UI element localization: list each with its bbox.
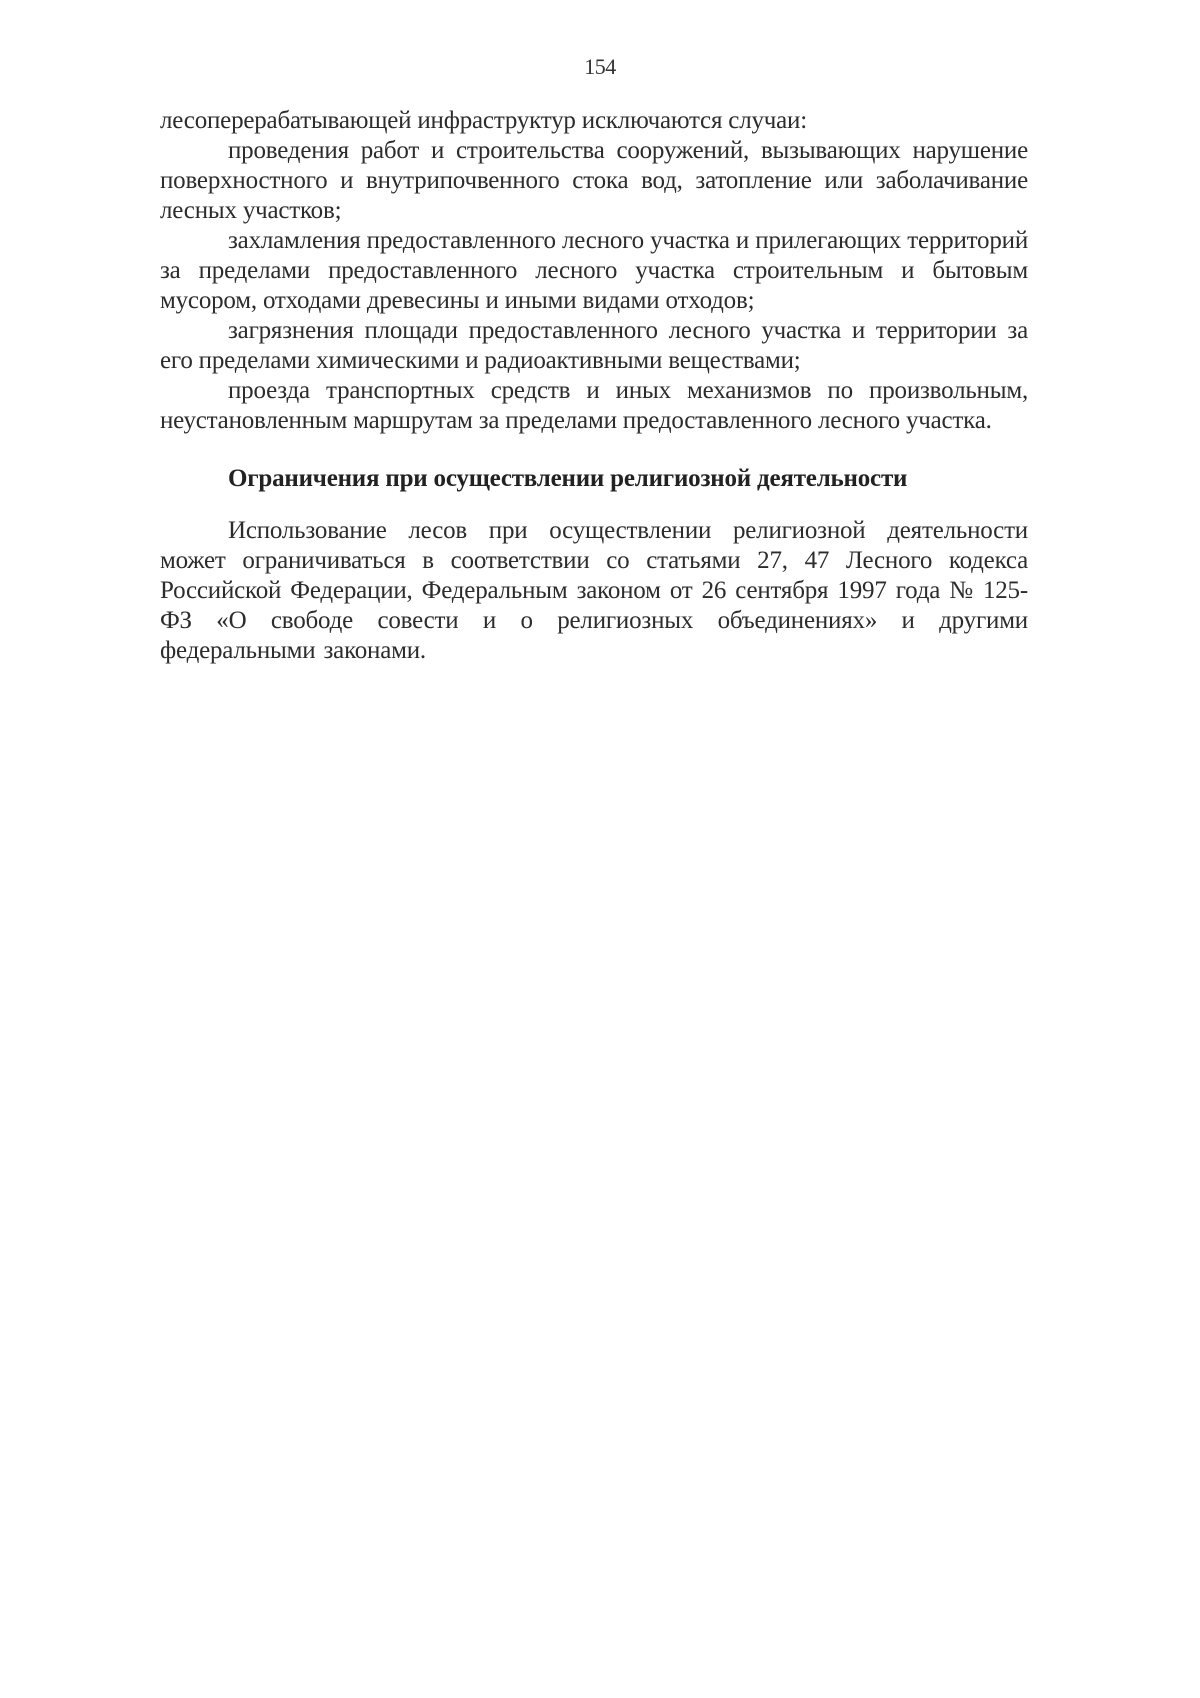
document-body bbox=[160, 106, 1028, 666]
paragraph-case-vehicles: проезда транспортных средств и иных механизмов по произвольным, неустановленным маршрутам за пределами предоставленного лесного участка. bbox=[160, 377, 1028, 434]
section-heading-religious-activity: Ограничения при осуществлении религиозной деятельности bbox=[228, 465, 908, 492]
paragraph-case-construction: проведения работ и строительства сооружений, вызывающих нарушение поверхностного и внутрипочвенного стока вод, затопление или заболачивание лесных участков; bbox=[160, 137, 1028, 224]
paragraph-religious-activity: Использование лесов при осуществлении религиозной деятельности может ограничиваться в соответствии со статьями 27, 47 Лесного кодекса Российской Федерации, Федеральным законом от 26 сентября 1997 года № 125-ФЗ «О свободе совести и о религиозных объединениях» и другими федеральными законами. bbox=[160, 517, 1028, 664]
paragraph-intro: лесоперерабатывающей инфраструктур исключаются случаи: bbox=[160, 107, 807, 134]
paragraph-case-pollution: загрязнения площади предоставленного лесного участка и территории за его пределами химическими и радиоактивными веществами; bbox=[160, 317, 1028, 374]
paragraph-case-littering: захламления предоставленного лесного участка и прилегающих территорий за пределами предоставленного лесного участка строительным и бытовым мусором, отходами древесины и иными видами отходов; bbox=[160, 227, 1028, 314]
page-number: 154 bbox=[584, 54, 616, 79]
